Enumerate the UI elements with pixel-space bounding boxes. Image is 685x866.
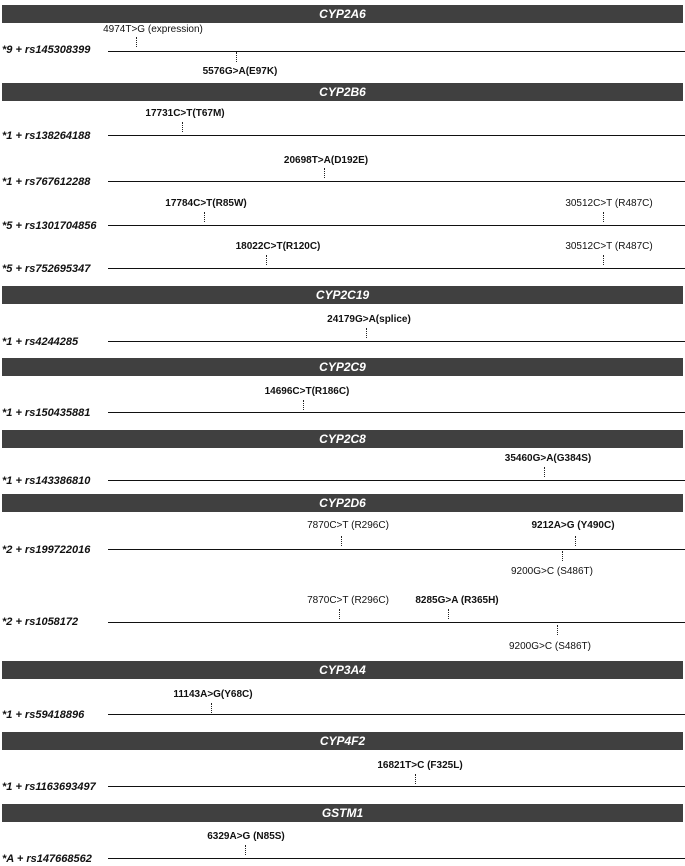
variant-label: 20698T>A(D192E)	[283, 155, 369, 166]
track-line	[108, 412, 685, 413]
gene-name: CYP3A4	[319, 663, 366, 677]
variant-tick	[266, 255, 267, 265]
gene-name: CYP2B6	[319, 85, 366, 99]
gene-header-cyp2a6	[2, 5, 683, 23]
track-line	[108, 786, 685, 787]
variant-tick	[544, 467, 545, 477]
track-line	[108, 858, 685, 859]
gene-header-cyp2c9	[2, 358, 683, 376]
gene-name: CYP4F2	[319, 734, 366, 748]
variant-label: 8285G>A (R365H)	[415, 595, 499, 606]
track-line	[108, 268, 685, 269]
variant-label: 18022C>T(R120C)	[235, 241, 321, 252]
variant-label: 9212A>G (Y490C)	[531, 520, 615, 531]
variant-label: 5576G>A(E97K)	[202, 66, 278, 77]
allele-label: *1 + rs143386810	[2, 475, 91, 487]
allele-label: *1 + rs767612288	[2, 176, 91, 188]
variant-label: 9200G>C (S486T)	[511, 566, 593, 577]
gene-name: CYP2C19	[315, 288, 370, 302]
gene-header-cyp2b6	[2, 83, 683, 101]
allele-label: *2 + rs199722016	[2, 544, 91, 556]
track-line	[108, 181, 685, 182]
variant-label: 9200G>C (S486T)	[509, 641, 591, 652]
allele-label: *1 + rs59418896	[2, 709, 85, 721]
track-line	[108, 480, 685, 481]
gene-name: CYP2C9	[319, 360, 366, 374]
variant-label: 11143A>G(Y68C)	[173, 689, 253, 700]
track-line	[108, 622, 685, 623]
variant-label: 16821T>C (F325L)	[377, 760, 463, 771]
variant-tick	[575, 536, 576, 546]
track-line	[108, 341, 685, 342]
allele-label: *A + rs147668562	[2, 853, 92, 865]
gene-name: GSTM1	[321, 806, 364, 820]
variant-label: 17731C>T(T67M)	[145, 108, 225, 119]
variant-tick	[557, 625, 558, 635]
variant-tick	[245, 845, 246, 855]
gene-name: CYP2C8	[319, 432, 366, 446]
gene-header-cyp3a4	[2, 661, 683, 679]
variant-tick	[182, 122, 183, 132]
variant-tick	[603, 212, 604, 222]
variant-label: 7870C>T (R296C)	[307, 520, 389, 531]
variant-tick	[366, 328, 367, 338]
allele-label: *1 + rs4244285	[2, 336, 79, 348]
gene-header-cyp2d6	[2, 494, 683, 512]
variant-label: 14696C>T(R186C)	[264, 386, 350, 397]
variant-label: 30512C>T (R487C)	[565, 198, 653, 209]
variant-label: 17784C>T(R85W)	[165, 198, 247, 209]
track-line	[108, 51, 685, 52]
variant-label: 4974T>G (expression)	[103, 24, 203, 35]
allele-label: *1 + rs138264188	[2, 130, 91, 142]
allele-label: *5 + rs752695347	[2, 263, 91, 275]
variant-tick	[211, 703, 212, 713]
gene-name: CYP2D6	[319, 496, 366, 510]
allele-label: *9 + rs145308399	[2, 44, 91, 56]
allele-label: *2 + rs1058172	[2, 616, 79, 628]
track-line	[108, 225, 685, 226]
track-line	[108, 714, 685, 715]
variant-label: 35460G>A(G384S)	[504, 453, 592, 464]
allele-label: *5 + rs1301704856	[2, 220, 97, 232]
variant-tick	[236, 52, 237, 62]
variant-label: 24179G>A(splice)	[327, 314, 411, 325]
variant-tick	[303, 400, 304, 410]
gene-header-gstm1	[2, 804, 683, 822]
variant-tick	[448, 609, 449, 619]
gene-name: CYP2A6	[319, 7, 366, 21]
variant-tick	[136, 37, 137, 47]
track-line	[108, 135, 685, 136]
variant-tick	[562, 551, 563, 561]
variant-tick	[603, 255, 604, 265]
variant-tick	[324, 168, 325, 178]
allele-label: *1 + rs150435881	[2, 407, 91, 419]
variant-tick	[204, 212, 205, 222]
gene-header-cyp2c8	[2, 430, 683, 448]
variant-tick	[415, 774, 416, 784]
gene-header-cyp4f2	[2, 732, 683, 750]
variant-label: 30512C>T (R487C)	[565, 241, 653, 252]
variant-tick	[341, 536, 342, 546]
gene-header-cyp2c19	[2, 286, 683, 304]
variant-label: 6329A>G (N85S)	[207, 831, 285, 842]
allele-label: *1 + rs1163693497	[2, 781, 96, 793]
track-line	[108, 549, 685, 550]
variant-tick	[339, 609, 340, 619]
variant-label: 7870C>T (R296C)	[307, 595, 389, 606]
